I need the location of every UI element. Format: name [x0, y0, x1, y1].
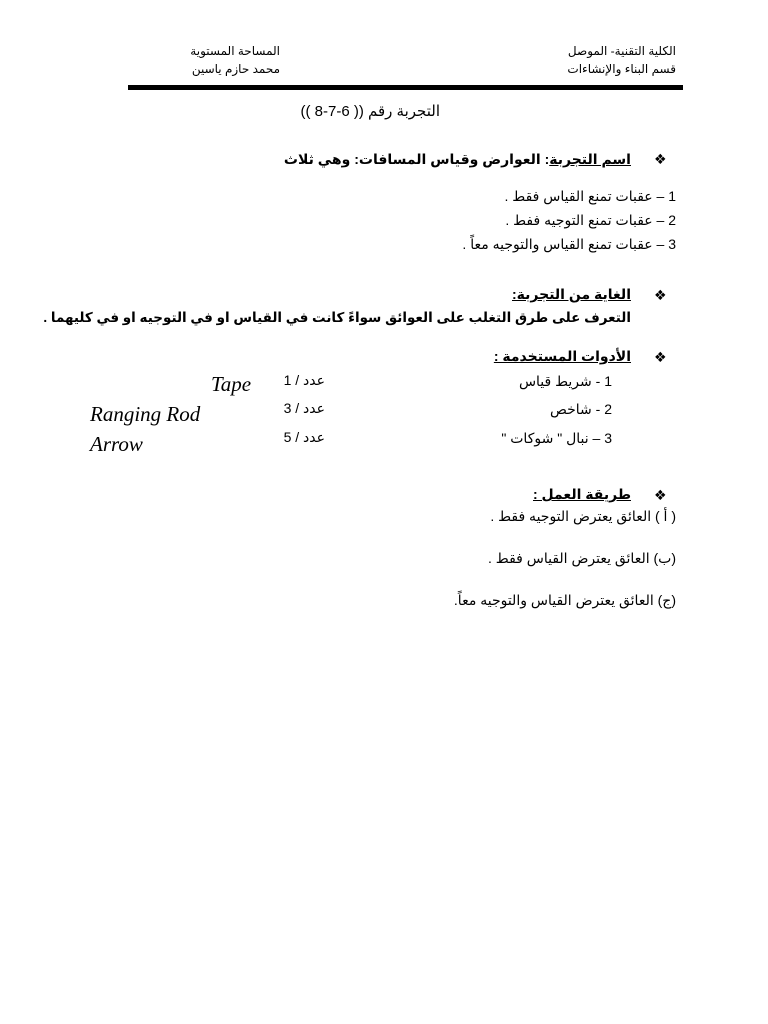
experiment-name-text: : العوارض وقياس المسافات: وهي ثلاث: [283, 151, 550, 167]
obstacle-item-2: 2 – عقبات تمنع التوجيه ففط .: [505, 212, 676, 228]
header-college: الكلية التقنية- الموصل: [567, 44, 676, 58]
bullet-icon: ❖: [654, 487, 667, 503]
method-heading: [533, 486, 631, 503]
bullet-icon: ❖: [654, 349, 667, 365]
experiment-name-heading: [284, 151, 631, 168]
tool-name-1: 1 - شريط قياس: [518, 373, 612, 389]
bullet-icon: ❖: [654, 151, 667, 167]
header-author: محمد حازم ياسين: [191, 62, 280, 76]
purpose-text: التعرف على طرق التغلب على العوائق سواءً كانت في القياس او في التوجيه او في كليهما .: [43, 310, 631, 325]
tool-name-3: 3 – نبال " شوكات ": [501, 430, 612, 446]
method-label: طريقة العمل :: [533, 486, 631, 502]
tools-label: الأدوات المستخدمة :: [493, 348, 631, 364]
tool-english-2: Ranging Rod: [90, 402, 201, 426]
tool-english-3: Arrow: [90, 432, 143, 456]
page-title: التجربة رقم (( 6-7-8 )): [300, 103, 440, 120]
header-rule: [128, 85, 683, 90]
method-item-c: (ج) العائق يعترض القياس والتوجيه معاً.: [453, 592, 676, 608]
tools-heading: [494, 348, 631, 365]
tool-count-1: عدد / 1: [283, 372, 325, 388]
tool-count-2: عدد / 3: [283, 400, 325, 416]
bullet-icon: ❖: [654, 287, 667, 303]
tool-english-1: Tape: [211, 372, 252, 396]
tool-count-3: عدد / 5: [283, 429, 325, 445]
header-department: قسم البناء والإنشاءات: [567, 62, 676, 76]
method-item-b: (ب) العائق يعترض القياس فقط .: [488, 550, 676, 566]
header-subject: المساحة المستوية: [190, 44, 280, 58]
tool-name-2: 2 - شاخص: [549, 401, 612, 417]
purpose-heading: [512, 286, 631, 303]
purpose-label: الغاية من التجربة:: [512, 286, 631, 302]
experiment-name-label: اسم التجربة: [549, 151, 631, 167]
obstacle-item-3: 3 – عقبات تمنع القياس والتوجيه معاً .: [462, 236, 676, 252]
obstacle-item-1: 1 – عقبات تمنع القياس فقط .: [504, 188, 676, 204]
method-item-a: ( أ ) العائق يعترض التوجيه فقط .: [490, 508, 676, 524]
